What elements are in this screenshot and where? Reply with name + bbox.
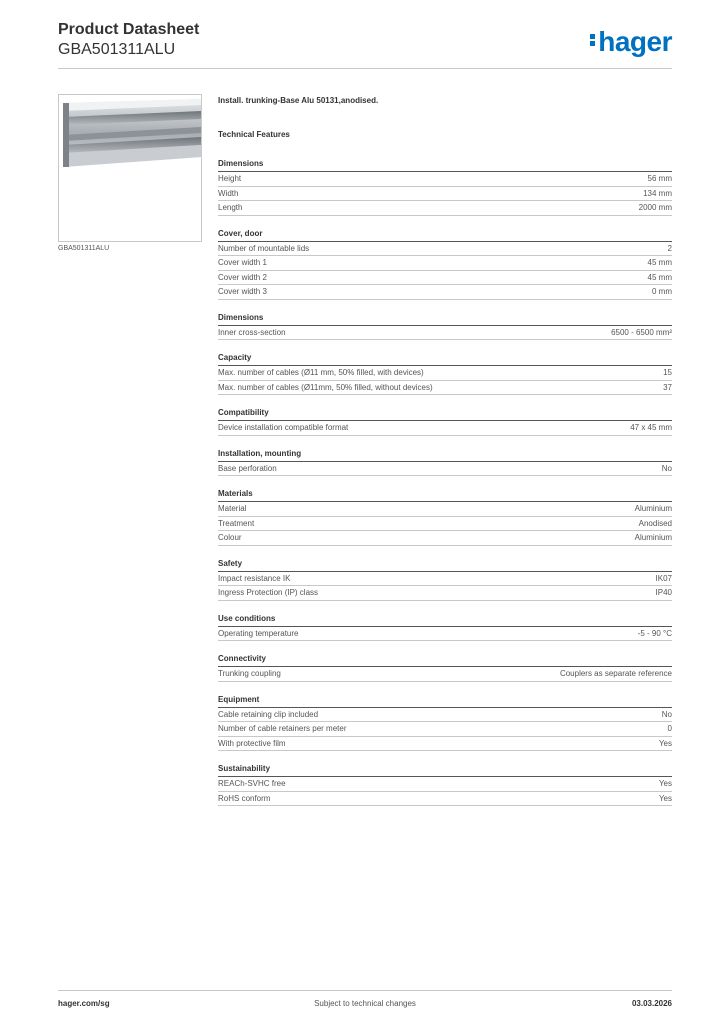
feature-label: Trunking coupling: [218, 669, 281, 678]
feature-row: [218, 256, 672, 271]
feature-section: [218, 558, 672, 601]
section-title: Dimensions: [218, 312, 672, 326]
feature-section: [218, 407, 672, 436]
feature-label: Number of cable retainers per meter: [218, 724, 347, 733]
section-title: Compatibility: [218, 407, 672, 421]
product-image: [58, 94, 202, 242]
section-title: Capacity: [218, 352, 672, 366]
feature-section: [218, 312, 672, 341]
section-title: Use conditions: [218, 613, 672, 627]
feature-label: Treatment: [218, 518, 255, 528]
feature-sections: [218, 158, 672, 806]
feature-row: [218, 517, 672, 532]
feature-row: [218, 502, 672, 517]
product-name: Install. trunking-Base Alu 50131,anodised.: [218, 96, 379, 105]
feature-value: 2: [667, 243, 672, 253]
feature-label: Cover width 3: [218, 287, 267, 296]
section-title: Equipment: [218, 694, 672, 708]
feature-row: [218, 708, 672, 723]
feature-label: Operating temperature: [218, 628, 299, 638]
feature-value: 47 x 45 mm: [630, 423, 672, 432]
feature-label: REACh-SVHC free: [218, 779, 286, 788]
feature-label: Colour: [218, 533, 242, 542]
feature-row: [218, 187, 672, 202]
feature-label: Max. number of cables (Ø11 mm, 50% filled, with devices): [218, 368, 424, 377]
feature-section: [218, 158, 672, 216]
section-title: Connectivity: [218, 653, 672, 667]
feature-value: IP40: [655, 588, 672, 597]
technical-content: [218, 96, 672, 806]
feature-value: 0: [667, 724, 672, 733]
hager-logo: [590, 26, 672, 58]
feature-label: Impact resistance IK: [218, 573, 291, 583]
feature-label: Cover width 1: [218, 258, 267, 267]
section-title: Cover, door: [218, 228, 672, 242]
feature-value: 134 mm: [643, 188, 672, 198]
feature-section: [218, 653, 672, 682]
feature-section: [218, 763, 672, 806]
feature-row: [218, 366, 672, 381]
section-title: Dimensions: [218, 158, 672, 172]
logo-text: hager: [598, 26, 672, 57]
feature-value: 37: [663, 382, 672, 392]
feature-value: -5 - 90 °C: [637, 628, 672, 638]
feature-section: [218, 448, 672, 477]
feature-label: Inner cross-section: [218, 327, 286, 337]
feature-section: [218, 694, 672, 752]
feature-section: [218, 352, 672, 395]
feature-value: No: [661, 463, 672, 473]
feature-row: [218, 737, 672, 752]
section-title: Sustainability: [218, 763, 672, 777]
footer-divider: [58, 990, 672, 991]
section-title: Materials: [218, 488, 672, 502]
feature-row: [218, 572, 672, 587]
feature-row: [218, 722, 672, 737]
section-title: Installation, mounting: [218, 448, 672, 462]
page-title: Product Datasheet: [58, 21, 200, 38]
feature-label: Cable retaining clip included: [218, 709, 319, 719]
feature-label: Max. number of cables (Ø11mm, 50% filled, without devices): [218, 382, 433, 392]
feature-row: [218, 777, 672, 792]
feature-value: 56 mm: [647, 174, 672, 183]
feature-label: Device installation compatible format: [218, 423, 349, 432]
feature-value: Yes: [658, 779, 672, 788]
feature-value: Yes: [658, 738, 672, 748]
feature-value: 6500 - 6500 mm²: [611, 327, 672, 337]
feature-row: [218, 242, 672, 257]
feature-row: [218, 586, 672, 601]
feature-label: Material: [218, 504, 247, 513]
logo-dots-icon: [590, 32, 596, 48]
image-caption: GBA501311ALU: [58, 245, 110, 252]
feature-value: 15: [663, 368, 672, 377]
product-code: GBA501311ALU: [58, 41, 176, 58]
feature-section: [218, 613, 672, 642]
feature-label: With protective film: [218, 738, 286, 748]
feature-value: 45 mm: [647, 272, 672, 282]
footer-notice: Subject to technical changes: [314, 999, 416, 1008]
feature-value: Yes: [658, 793, 672, 803]
feature-value: Aluminium: [634, 504, 672, 513]
feature-row: [218, 421, 672, 436]
feature-row: [218, 326, 672, 341]
feature-section: [218, 228, 672, 300]
feature-label: Height: [218, 174, 242, 183]
feature-row: [218, 531, 672, 546]
feature-label: Base perforation: [218, 463, 277, 473]
feature-value: Aluminium: [634, 533, 672, 542]
feature-row: [218, 271, 672, 286]
feature-value: No: [661, 709, 672, 719]
feature-section: [218, 488, 672, 546]
feature-row: [218, 381, 672, 396]
footer-website-link[interactable]: hager.com/sg: [58, 999, 110, 1008]
feature-row: [218, 172, 672, 187]
technical-features-heading: Technical Features: [218, 130, 290, 139]
footer-date: 03.03.2026: [631, 999, 672, 1008]
feature-value: 45 mm: [647, 258, 672, 267]
feature-row: [218, 792, 672, 807]
feature-row: [218, 285, 672, 300]
feature-label: Number of mountable lids: [218, 243, 310, 253]
feature-label: Cover width 2: [218, 272, 267, 282]
header-divider: [58, 68, 672, 69]
feature-value: IK07: [655, 573, 672, 583]
feature-row: [218, 627, 672, 642]
feature-row: [218, 201, 672, 216]
feature-value: Anodised: [638, 518, 672, 528]
feature-value: 0 mm: [652, 287, 672, 296]
feature-label: Ingress Protection (IP) class: [218, 588, 319, 597]
feature-row: [218, 462, 672, 477]
feature-label: RoHS conform: [218, 793, 271, 803]
feature-label: Width: [218, 188, 239, 198]
section-title: Safety: [218, 558, 672, 572]
feature-value: Couplers as separate reference: [559, 669, 672, 678]
page-header: [58, 20, 672, 70]
feature-value: 2000 mm: [638, 203, 672, 212]
feature-label: Length: [218, 203, 243, 212]
page-footer: [58, 999, 672, 1011]
trunking-image-icon: [59, 95, 201, 241]
feature-row: [218, 667, 672, 682]
